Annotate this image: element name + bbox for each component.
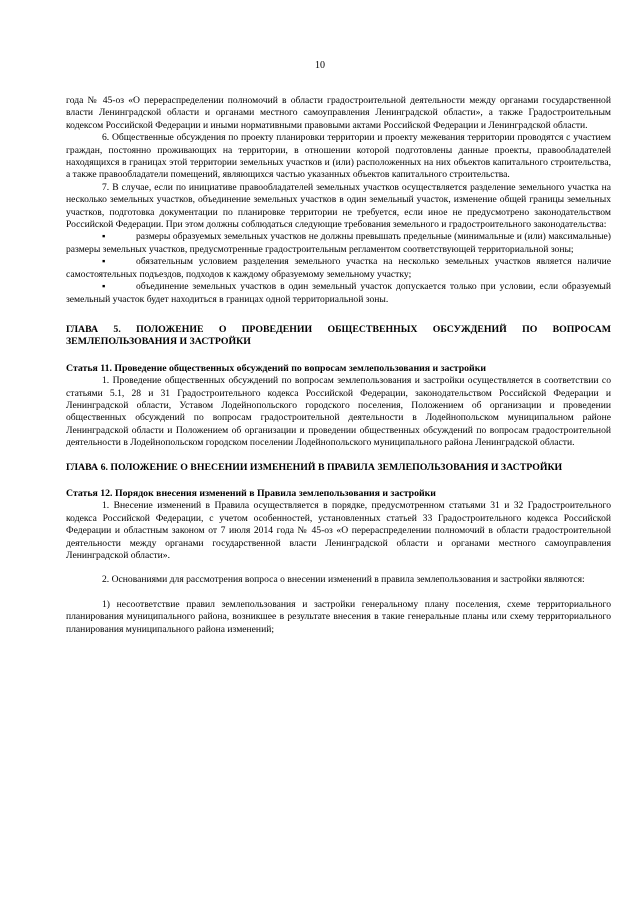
- paragraph: 1) несоответствие правил землепользования и застройки генеральному плану поселения, схеме территориального планирования муниципального района, возникшее в результате внесения в такие генеральные планы или схему территориального планирования муниципального района изменений;: [66, 598, 611, 635]
- bullet-icon: ▪: [102, 256, 106, 268]
- paragraph: 2. Основаниями для рассмотрения вопроса о внесении изменений в правила землепользования и застройки являются:: [102, 574, 585, 586]
- bullet-item: [66, 256, 611, 281]
- paragraph: 1. Проведение общественных обсуждений по вопросам землепользования и застройки осуществляется в соответствии со статьями 5.1, 28 и 31 Градостроительного кодекса Российской Федерации, законодательством Российской Федерации и Ленинградской области, Уставом Лодейнопольского городского поселения, Положением об организации и проведении общественных обсуждений по вопросам градостроительной деятельности в Лодейнопольском муниципальном районе Ленинградской области и Положением об организации и проведении общественных обсуждений по вопросам градостроительной деятельности в Лодейнопольском городском поселении Лодейнопольского муниципального района Ленинградской области.: [66, 375, 611, 449]
- bullet-text: обязательным условием разделения земельного участка на несколько земельных участков является наличие самостоятельных подъездов, подходов к каждому образуемому земельному участку;: [66, 256, 611, 280]
- paragraph: 1. Внесение изменений в Правила осуществляется в порядке, предусмотренном статьями 31 и 32 Градостроительного кодекса Российской Федерации, с учетом особенностей, установленных статьей 33 Градостроительного кодекса Российской Федерации и областным законом от 7 июля 2014 года № 45-оз «О перераспределении полномочий в области градостроительной деятельности между органами государственной власти Ленинградской области и органами местного самоуправления Ленинградской области».: [66, 500, 611, 561]
- bullet-item: [66, 231, 611, 256]
- bullet-icon: ▪: [102, 281, 106, 293]
- article-heading: Статья 11. Проведение общественных обсуждений по вопросам землепользования и застройки: [66, 362, 486, 374]
- paragraph: 7. В случае, если по инициативе правообладателей земельных участков осуществляется разделение земельного участка на несколько земельных участков, объединение земельных участков в один земельный участок, изменение общей границы земельных участков, подготовка документации по планировке территории не требуется, если иное не предусмотрено законодательством Российской Федерации. При этом должны соблюдаться следующие требования земельного и градостроительного законодательства:: [66, 181, 611, 231]
- paragraph: 6. Общественные обсуждения по проекту планировки территории и проекту межевания территории проводятся с участием граждан, постоянно проживающих на территории, в отношении которой подготовлены данные проекты, правообладателей находящихся в границах этой территории земельных участков и (или) расположенных на них объектов капитального строительства, а также правообладатели помещений, являющихся частью указанных объектов капитального строительства.: [66, 132, 611, 181]
- bullet-icon: ▪: [102, 231, 106, 243]
- page-number: 10: [315, 60, 325, 71]
- paragraph: года № 45-оз «О перераспределении полномочий в области градостроительной деятельности между органами государственной власти Ленинградской области и органами местного самоуправления Ленинградской области», а также Градостроительным кодексом Российской Федерации и иными нормативными правовыми актами Российской Федерации и Ленинградской области.: [66, 95, 611, 131]
- chapter-heading: ГЛАВА 5. ПОЛОЖЕНИЕ О ПРОВЕДЕНИИ ОБЩЕСТВЕННЫХ ОБСУЖДЕНИЙ ПО ВОПРОСАМ ЗЕМЛЕПОЛЬЗОВАНИЯ И ЗАСТРОЙКИ: [66, 323, 611, 348]
- page-content: [66, 95, 611, 636]
- article-heading: Статья 12. Порядок внесения изменений в Правила землепользования и застройки: [66, 487, 436, 499]
- bullet-item: [66, 281, 611, 306]
- bullet-text: объединение земельных участков в один земельный участок допускается только при условии, если образуемый земельный участок будет находиться в границах одной территориальной зоны.: [66, 281, 611, 305]
- bullet-text: размеры образуемых земельных участков не должны превышать предельные (минимальные и (или) максимальные) размеры земельных участков, предусмотренные градостроительным регламентом соответствующей территориальной зоны;: [66, 231, 611, 255]
- chapter-heading: ГЛАВА 6. ПОЛОЖЕНИЕ О ВНЕСЕНИИ ИЗМЕНЕНИЙ В ПРАВИЛА ЗЕМЛЕПОЛЬЗОВАНИЯ И ЗАСТРОЙКИ: [66, 461, 563, 473]
